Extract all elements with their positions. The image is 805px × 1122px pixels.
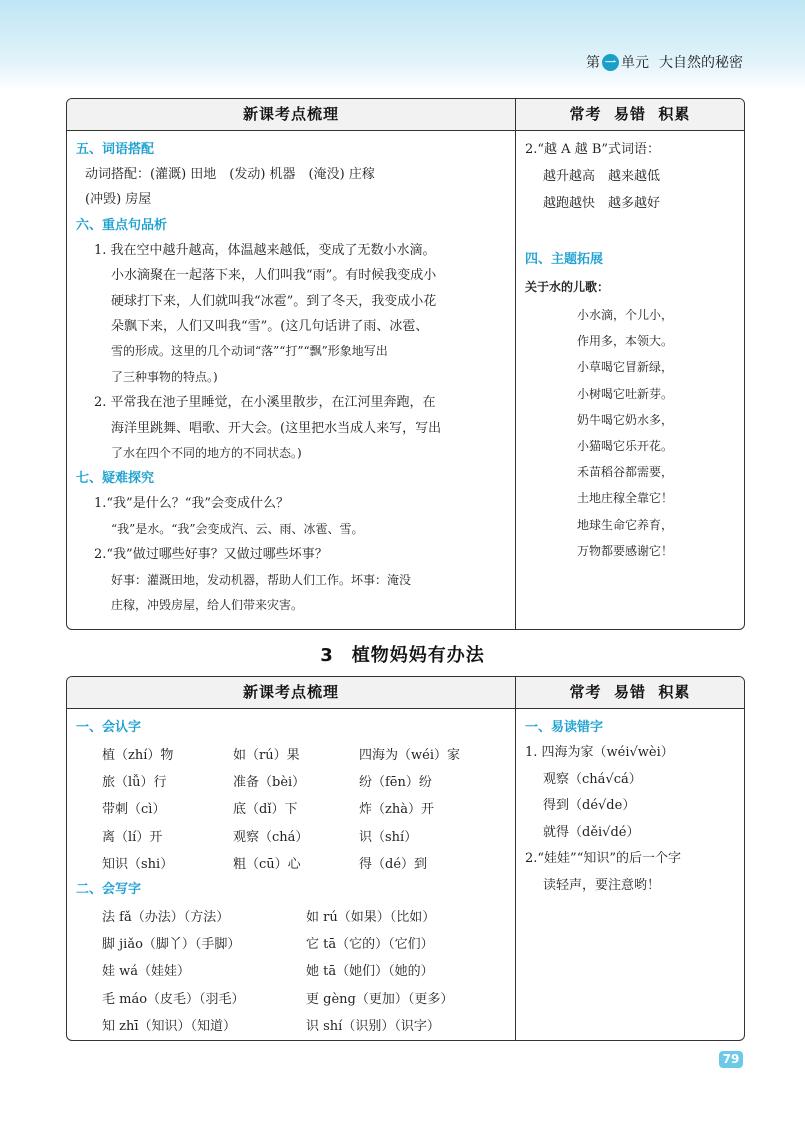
poem-line: 小猫喝它乐开花。	[577, 439, 674, 454]
text-line: 好事：灌溉田地，发动机器，帮助人们工作。坏事：淹没	[111, 572, 412, 587]
bottom-right-heading: 常考 易错 积累	[516, 677, 744, 709]
subheading: 关于水的儿歌：	[525, 280, 610, 294]
misread-line: 就得（děi√dé）	[543, 824, 640, 840]
misread-line: 读轻声，要注意哟！	[543, 877, 661, 893]
recognize-entry: 旅（lǚ）行	[102, 775, 167, 791]
top-right-content	[516, 131, 744, 564]
recognize-entry: 植（zhí）物	[102, 748, 174, 763]
recognize-entry: 四海为（wéi）家	[359, 748, 460, 763]
bottom-left-column	[67, 677, 515, 1040]
write-entry: 脚 jiǎo（脚丫）（手脚）	[102, 937, 241, 953]
text-line: 庄稼，冲毁房屋，给人们带来灾害。	[111, 598, 304, 613]
misread-line: 2.“娃娃”“知识”的后一个字	[525, 851, 681, 866]
unit-suffix: 单元	[621, 55, 649, 71]
write-characters-grid	[76, 902, 507, 1039]
text-line: 2.“越 A 越 B”式词语：	[525, 142, 661, 157]
recognize-entry: 粗（cū）心	[233, 856, 301, 872]
recognize-entry: 纷（fēn）纷	[359, 775, 432, 791]
unit-prefix: 第	[586, 55, 600, 71]
text-line: 动词搭配：(灌溉) 田地 (发动) 机器 (淹没) 庄稼	[85, 167, 375, 182]
summary-table-top	[66, 98, 745, 630]
poem-line: 小树喝它吐新芽。	[577, 386, 674, 401]
recognize-entry: 带刺（cì）	[102, 802, 166, 818]
recognize-entry: 准备（bèi）	[233, 775, 306, 791]
lesson-name: 植物妈妈有办法	[351, 645, 485, 666]
write-entry: 如 rú（如果）（比如）	[306, 910, 436, 925]
text-line: 2.“我”做过哪些好事？又做过哪些坏事？	[94, 547, 328, 563]
poem-line: 禾苗稻谷都需要，	[577, 465, 674, 480]
section-heading: 一、易读错字	[525, 720, 604, 735]
misread-line: 1. 四海为家（wéi√wèi）	[525, 745, 674, 760]
section-heading: 一、会认字	[76, 720, 142, 735]
recognize-entry: 炸（zhà）开	[359, 802, 434, 818]
recognize-characters-grid	[76, 740, 507, 877]
poem-line: 万物都要感谢它！	[577, 543, 674, 558]
unit-header	[586, 52, 743, 72]
text-line: 越跑越快 越多越好	[543, 196, 661, 211]
misread-line: 得到（dé√de）	[543, 798, 636, 813]
text-line: “我”是水。“我”会变成汽、云、雨、冰雹、雪。	[111, 521, 364, 536]
recognize-entry: 知识（shi）	[102, 856, 174, 872]
write-entry: 它 tā（它的）（它们）	[306, 937, 434, 953]
summary-table-bottom	[66, 676, 745, 1041]
recognize-entry: 底（dǐ）下	[233, 802, 298, 818]
write-entry: 识 shí（识别）（识字）	[306, 1018, 440, 1034]
bottom-right-column	[515, 677, 744, 1040]
recognize-entry: 离（lí）开	[102, 829, 163, 845]
top-right-column	[515, 99, 744, 629]
poem-line: 小水滴，个儿小，	[577, 308, 674, 322]
top-decorative-band	[0, 0, 805, 90]
unit-number-badge: 一	[602, 54, 619, 71]
lesson-title	[0, 641, 805, 667]
misread-list	[525, 740, 736, 899]
section-heading: 五、词语搭配	[76, 142, 155, 157]
misread-line: 观察（chá√cá）	[543, 771, 642, 787]
text-line: 1.“我”是什么？“我”会变成什么？	[94, 496, 289, 512]
text-line: 雪的形成。这里的几个动词“落”“打”“飘”形象地写出	[111, 344, 388, 359]
top-left-column	[67, 99, 515, 629]
poem-line: 奶牛喝它奶水多，	[577, 412, 674, 427]
write-entry: 更 gèng（更加）（更多）	[306, 991, 454, 1007]
text-line: 越升越高 越来越低	[543, 169, 661, 184]
bottom-left-heading: 新课考点梳理	[67, 677, 515, 709]
text-line: 小水滴聚在一起落下来，人们叫我“雨”。有时候我变成小	[111, 268, 437, 284]
bottom-right-content	[516, 709, 744, 899]
poem-line: 地球生命它养育，	[577, 517, 674, 532]
poem-line: 作用多，本领大。	[577, 334, 674, 349]
text-line: 硬球打下来，人们就叫我“冰雹”。到了冬天，我变成小花	[111, 293, 437, 309]
poem-line: 小草喝它冒新绿，	[577, 360, 674, 375]
recognize-entry: 如（rú）果	[233, 748, 300, 763]
text-line: 了三种事物的特点。)	[111, 369, 218, 384]
recognize-entry: 识（shí）	[359, 829, 418, 845]
top-right-heading: 常考 易错 积累	[516, 99, 744, 131]
text-line	[525, 217, 736, 247]
text-line: 海洋里跳舞、唱歌、开大会。(这里把水当成人来写，写出	[111, 420, 442, 436]
bottom-left-content	[67, 709, 515, 1039]
write-entry: 娃 wá（娃娃）	[102, 964, 191, 980]
recognize-entry: 观察（chá）	[233, 829, 309, 845]
text-line: 了水在四个不同的地方的不同状态。)	[111, 446, 302, 461]
section-heading: 六、重点句品析	[76, 217, 168, 233]
write-entry: 她 tā（她们）（她的）	[306, 964, 434, 980]
write-entry: 知 zhī（知识）（知道）	[102, 1018, 237, 1034]
section-heading: 二、会写字	[76, 882, 142, 897]
section-heading: 四、主题拓展	[525, 252, 604, 267]
section-heading: 七、疑难探究	[76, 471, 155, 487]
text-line: (冲毁) 房屋	[85, 192, 152, 208]
text-line: 1. 我在空中越升越高，体温越来越低，变成了无数小水滴。	[94, 242, 436, 258]
text-line: 2. 平常我在池子里睡觉，在小溪里散步，在江河里奔跑，在	[94, 395, 436, 411]
lesson-number: 3	[320, 645, 334, 666]
top-left-content	[67, 131, 515, 619]
page-number: 79	[719, 1051, 743, 1068]
top-left-heading: 新课考点梳理	[67, 99, 515, 131]
recognize-entry: 得（dé）到	[359, 856, 428, 872]
text-line: 朵飘下来，人们又叫我“雪”。(这几句话讲了雨、冰雹、	[111, 319, 429, 335]
write-entry: 毛 máo（皮毛）（羽毛）	[102, 991, 245, 1007]
write-entry: 法 fǎ（办法）（方法）	[102, 910, 230, 925]
poem-line: 土地庄稼全靠它！	[577, 491, 674, 506]
unit-title: 大自然的秘密	[659, 55, 743, 71]
